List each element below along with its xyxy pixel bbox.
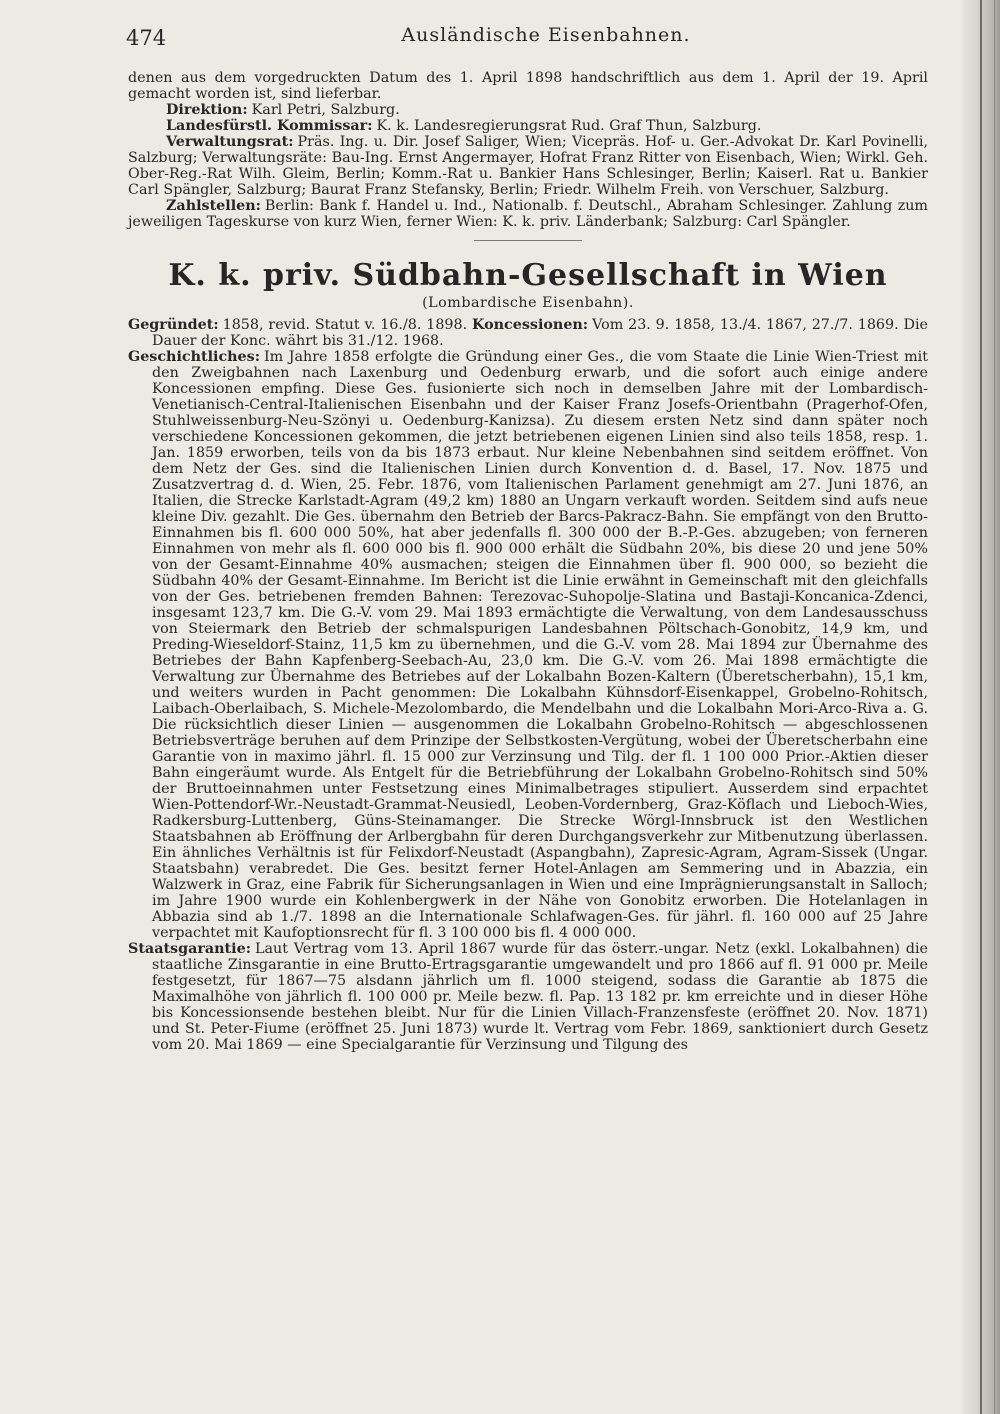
binding-line (994, 0, 995, 1414)
zahlstellen-field (128, 198, 928, 230)
company-title: K. k. priv. Südbahn-Gesellschaft in Wien (168, 258, 888, 293)
staatsgarantie-label: Staatsgarantie: (128, 941, 251, 957)
gegruendet-field (128, 317, 928, 349)
gegruendet-text: 1858, revid. Statut v. 16./8. 1898. (222, 317, 468, 333)
staatsgarantie-text: Laut Vertrag vom 13. April 1867 wurde für das österr.-ungar. Netz (exkl. Lokalbahnen) die staatliche Zinsgarantie in eine Brutto-Ertragsgarantie umgewandelt und pro 1866 auf fl. 91 000 pr. Meile festgesetzt, für 1867—75 alsdann jährlich um fl. 1000 steigend, sodass die Garantie ab 1875 die Maximalhöhe von jährlich fl. 100 000 pr. Meile bezw. fl. Pap. 13 182 pr. km erreichte und in dieser Höhe bis Koncessionsende bestehen bleibt. Nur für die Linien Villach-Franzensfeste (eröffnet 20. Nov. 1871) und St. Peter-Fiume (eröffnet 25. Juni 1873) wurde lt. Vertrag vom Febr. 1869, sanktioniert durch Gesetz vom 20. Mai 1869 — eine Specialgarantie für Verzinsung und Tilgung des (152, 941, 928, 1053)
prev-entry-opening: denen aus dem vorgedruckten Datum des 1. April 1898 handschriftlich aus dem 1. April der 19. April gemacht worden ist, sind lieferbar. (128, 70, 928, 102)
gegruendet-label: Gegründet: (128, 317, 219, 333)
verwaltungsrat-text: Präs. Ing. u. Dir. Josef Saliger, Wien; Vicepräs. Hof- u. Ger.-Advokat Dr. Karl Povinelli, Salzburg; Verwaltungsräte: Bau-Ing. Ernst Angermayer, Hofrat Franz Ritter von Eisenbach, Wien; Wirkl. Geh. Ober-Reg.-Rat Wilh. Gleim, Berlin; Komm.-Rat u. Bankier Hans Schlesinger, Berlin; Kaiserl. Rat u. Bankier Carl Spängler, Salzburg; Baurat Franz Stefansky, Berlin; Friedr. Wilhelm Freih. von Verschuer, Salzburg. (128, 134, 928, 198)
running-head (126, 24, 966, 58)
running-title: Ausländische Eisenbahnen. (401, 24, 691, 46)
geschichte-text: Im Jahre 1858 erfolgte die Gründung einer Ges., die vom Staate die Linie Wien-Triest mit den Zweigbahnen nach Laxenburg und Oedenburg erwarb, und die sofort auch einige andere Koncessionen empfing. Diese Ges. fusionierte sich noch in demselben Jahre mit der Lombardisch-Venetianisch-Central-Italienischen Eisenbahn und der Kaiser Franz Josefs-Orientbahn (Pragerhof-Ofen, Stuhlweissenburg-Neu-Szönyi u. Oedenburg-Kanizsa). Zu diesem ersten Netz sind dann später noch verschiedene Koncessionen gekommen, die jetzt betriebenen eigenen Linien sind also teils 1858, resp. 1. Jan. 1859 erworben, teils von da bis 1873 erbaut. Nur kleine Nebenbahnen sind seitdem eröffnet. Von dem Netz der Ges. sind die Italienischen Linien durch Konvention d. d. Basel, 17. Nov. 1875 und Zusatzvertrag d. d. Wien, 25. Febr. 1876, vom Italienischen Parlament genehmigt am 27. Juni 1876, an Italien, die Strecke Karlstadt-Agram (49,2 km) 1880 an Ungarn verkauft worden. Seitdem sind aufs neue kleine Div. gezahlt. Die Ges. übernahm den Betrieb der Barcs-Pakracz-Bahn. Sie empfängt von den Brutto-Einnahmen bis fl. 600 000 50%, hat aber jedenfalls fl. 300 000 der B.-P.-Ges. abzugeben; von ferneren Einnahmen von mehr als fl. 600 000 bis fl. 900 000 erhält die Südbahn 20%, bis diese 20 und jene 50% von der Gesamt-Einnahme 40% ausmachen; steigen die Einnahmen über fl. 900 000, so bezieht die Südbahn 40% der Gesamt-Einnahme. Im Bericht ist die Linie erwähnt in Gemeinschaft mit den gleichfalls von der Ges. betriebenen fremden Bahnen: Terezovac-Suhopolje-Slatina und Bastaji-Koncanica-Zdenci, insgesamt 123,7 km. Die G.-V. vom 29. Mai 1893 ermächtigte die Verwaltung, von dem Landesausschuss von Steiermark den Betrieb der schmalspurigen Landesbahnen Pöltschach-Gonobitz, 14,9 km, und Preding-Wieseldorf-Stainz, 11,5 km zu übernehmen, und die G.-V. vom 28. Mai 1894 zur Übernahme des Betriebes der Bahn Kapfenberg-Seebach-Au, 23,0 km. Die G.-V. vom 26. Mai 1898 ermächtigte die Verwaltung zur Übernahme des Betriebes auf der Lokalbahn Bozen-Kaltern (Überetscherbahn), 15,1 km, und weiters wurden in Pacht genommen: Die Lokalbahn Kühnsdorf-Eisenkappel, Grobelno-Rohitsch, Laibach-Oberlaibach, S. Michele-Mezolombardo, die Mendelbahn und die Lokalbahn Mori-Arco-Riva a. G. Die rücksichtlich dieser Linien — ausgenommen die Lokalbahn Grobelno-Rohitsch — abgeschlossenen Betriebsverträge beruhen auf dem Prinzipe der Selbstkosten-Vergütung, wobei der Überetscherbahn eine Garantie von in maximo jährl. fl. 15 000 zur Verzinsung und Tilg. der fl. 1 100 000 Prior.-Aktien dieser Bahn eingeräumt wurde. Als Entgelt für die Betriebführung der Lokalbahn Grobelno-Rohitsch sind 50% der Bruttoeinnahmen unter Festsetzung eines Minimalbetrages stipuliert. Ausserdem sind erpachtet Wien-Pottendorf-Wr.-Neustadt-Grammat-Neusiedl, Leoben-Vordernberg, Graz-Köflach und Lieboch-Wies, Radkersburg-Luttenberg, Güns-Steinamanger. Die Strecke Wörgl-Innsbruck ist den Westlichen Staatsbahnen ab Eröffnung der Arlbergbahn für deren Durchgangsverkehr zur Mitbenutzung überlassen. Ein ähnliches Verhältnis ist für Felixdorf-Neustadt (Aspangbahn), Zapresic-Agram, Agram-Sissek (Ungar. Staatsbahn) verabredet. Die Ges. besitzt ferner Hotel-Anlagen am Semmering und in Abazzia, ein Walzwerk in Graz, eine Fabrik für Sicherungsanlagen in Wien und eine Imprägnierungsanstalt in Salloch; im Jahre 1900 wurde ein Kohlenbergwerk in der Nähe von Gonobitz erworben. Die Hotelanlagen in Abbazia sind ab 1./7. 1898 an die Internationale Schlafwagen-Ges. für jährl. fl. 160 000 auf 25 Jahre verpachtet mit Kaufoptionsrecht für fl. 3 100 000 bis fl. 4 000 000. (152, 349, 928, 941)
kommissar-text: K. k. Landesregierungsrat Rud. Graf Thun, Salzburg. (376, 118, 762, 134)
kommissar-label: Landesfürstl. Kommissar: (166, 118, 373, 134)
geschichte-label: Geschichtliches: (128, 349, 260, 365)
verwaltungsrat-field (128, 134, 928, 198)
text-column (128, 70, 928, 1053)
kommissar-field (128, 118, 928, 134)
staatsgarantie-field (128, 941, 928, 1053)
binding-line (980, 0, 982, 1414)
section-divider (474, 240, 582, 241)
zahlstellen-label: Zahlstellen: (166, 198, 261, 214)
page-number: 474 (126, 26, 167, 50)
page-binding-edge (962, 0, 1000, 1414)
company-subtitle: (Lombardische Eisenbahn). (422, 295, 634, 311)
geschichte-field (128, 349, 928, 941)
direktion-label: Direktion: (166, 102, 248, 118)
konzessionen-text: Vom 23. 9. 1858, 13./4. 1867, 27./7. 1869. Die Dauer der Konc. währt bis 31./12. 1968. (152, 317, 928, 349)
direktion-text: Karl Petri, Salzburg. (251, 102, 400, 118)
verwaltungsrat-label: Verwaltungsrat: (166, 134, 294, 150)
direktion-field (128, 102, 928, 118)
konzessionen-label: Koncessionen: (472, 317, 589, 333)
zahlstellen-text: Berlin: Bank f. Handel u. Ind., Nationalb. f. Deutschl., Abraham Schlesinger. Zahlung zum jeweiligen Tageskurse von kurz Wien, ferner Wien: K. k. priv. Länderbank; Salzburg: Carl Spängler. (128, 198, 928, 230)
